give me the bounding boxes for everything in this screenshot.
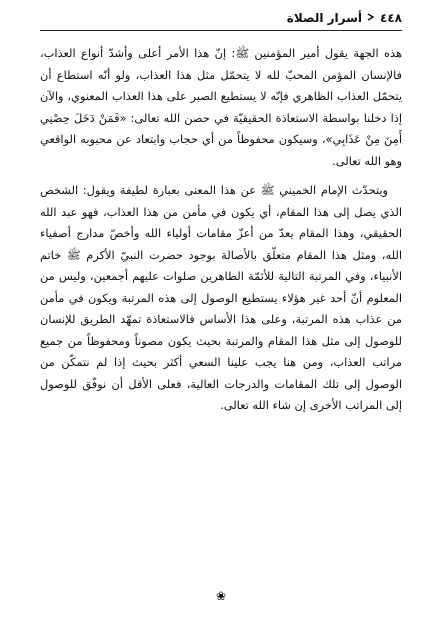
paragraph-1: هذه الجهة يقول أمير المؤمنين ﷺ: إنّ هذا الأمر أعلى وأشدّ أنواع العذاب، فالإنسان المؤمن المحبّ لله لا يتحمّل مثل هذا العذاب، ولو أنّه استطاع أن يتحمّل العذاب الظاهري فإنّه لا يستطيع الصبر على هذا العذاب المعنوي، والآن إذا دخلنا بواسطة الاستعاذة الحقيقيّة في حصن الله تعالى: «فَمَنْ دَخَلَ حِصْنِي أَمِنَ مِنْ عَذَابِي»، وسيكون محفوظاً من أي حجاب وابتعاد عن محبوبه الواقعي وهو الله تعالى.: [40, 46, 402, 168]
page-content: [40, 43, 402, 417]
page-number: ٤٤٨: [380, 11, 402, 25]
paragraph-2: ويتحدّث الإمام الخميني ﷺ عن هذا المعنى بعبارة لطيفة ويقول: الشخص الذي يصل إلى هذا المقام، أي يكون في مأمن من هذا العذاب، فهو عبد الله الحقيقي، وهذا المقام يعدّ من أعزّ مقامات أولياء الله وأخصّ مدارج أصفياء الله، ومثل هذا المقام متعلّق بالأصالة بوجود حضرت النبيّ الأكرم ﷺ خاتم الأنبياء، وفي المرتبة التالية للأئمّة الطاهرين صلوات عليهم أجمعين، وليس من المعلوم أنّ أحد غير هؤلاء يستطيع الوصول إلى هذه المرتبة ويكون في مأمن من عذاب هذه المرتبة، وعلى هذا الأساس فالاستعاذة تمهّد الطريق للإنسان للوصول إلى مثل هذا المقام والمرتبة بحيث يكون مصوناً ومحفوظاً من جميع مراتب العذاب، ومن هنا يجب علينا السعي أكثر بحيث إذا لم نتمكّن من الوصول إلى تلك المقامات والدرجات العالية، فعلى الأقل أن نوفّق للوصول إلى المراتب الأخرى إن شاء الله تعالى.: [40, 183, 402, 412]
header-row: [40, 11, 402, 25]
flower-ornament-icon: ❀: [215, 589, 227, 603]
header-rule: [40, 30, 402, 31]
running-header: [40, 11, 402, 31]
arrow-bracket-icon: [366, 12, 376, 24]
book-title: أسرار الصلاة: [286, 11, 363, 25]
